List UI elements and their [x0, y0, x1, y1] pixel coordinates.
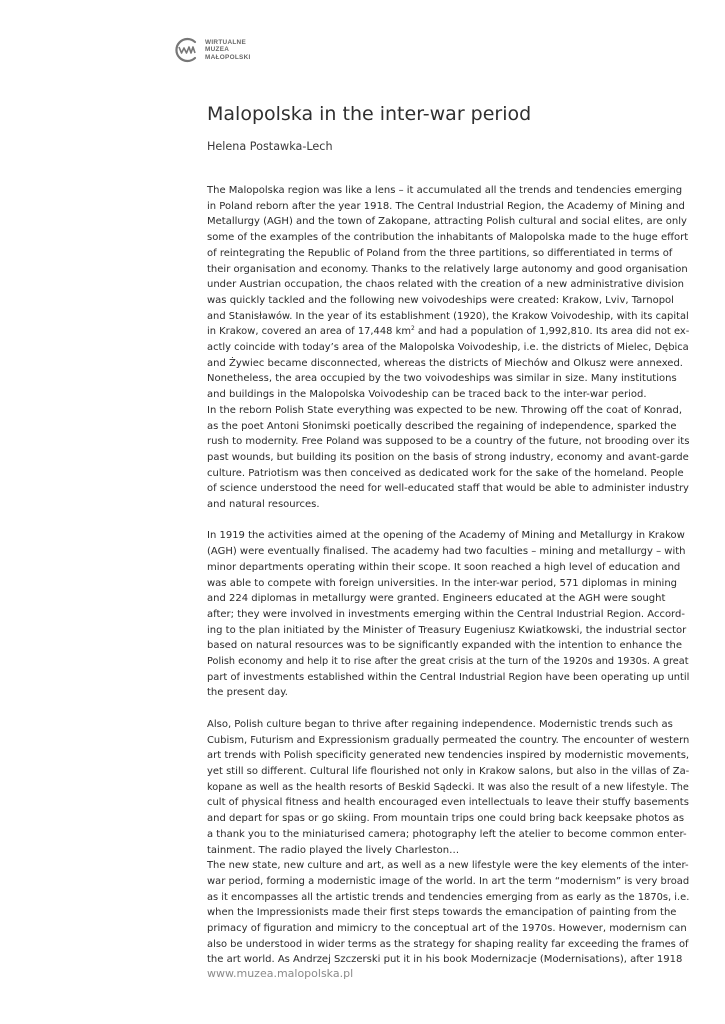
text-line: the art world. As Andrzej Szczerski put it in his book Modernizacje (Modernisations), after 1918 — [207, 954, 683, 966]
text-line: war period, forming a modernistic image of the world. In art the term “modernism” is very broad — [207, 875, 690, 887]
text-line: some of the examples of the contribution the inhabitants of Malopolska made to the huge effort — [207, 232, 689, 244]
text-line: ing to the plan initiated by the Minister of Treasury Eugeniusz Kwiatkowski, the industrial sector — [207, 624, 687, 636]
museum-logo[interactable] — [173, 36, 251, 64]
text-line: In 1919 the activities aimed at the opening of the Academy of Mining and Metallurgy in Krakow — [207, 530, 685, 542]
article-body — [207, 183, 690, 968]
text-line: and 224 diplomas in metallurgy were granted. Engineers educated at the AGH were sought — [207, 593, 666, 605]
text-line: Cubism, Futurism and Expressionism gradually permeated the country. The encounter of western — [207, 734, 690, 746]
text-line: rush to modernity. Free Poland was supposed to be a country of the future, not brooding over its — [207, 436, 690, 448]
text-line: primacy of figuration and mimicry to the conceptual art of the 1970s. However, modernism can — [207, 923, 687, 935]
paragraph-3 — [207, 717, 690, 968]
text-line: actly coincide with today’s area of the Malopolska Voivodeship, i.e. the districts of Mielec, Dębica — [207, 342, 689, 354]
text-line: after; they were involved in investments emerging within the Central Industrial Region. Accord- — [207, 608, 685, 620]
text-line: based on natural resources was to be significantly expanded with the intention to enhance the — [207, 640, 682, 652]
text-line: in Poland reborn after the year 1918. The Central Industrial Region, the Academy of Mining and — [207, 200, 685, 212]
text-line: tainment. The radio played the lively Charleston… — [207, 844, 460, 856]
text-line — [207, 324, 690, 340]
text-line: and Stanisławów. In the year of its establishment (1920), the Krakow Voivodeship, with its capital — [207, 310, 689, 322]
text-line: also be understood in wider terms as the strategy for shaping reality far exceeding the frames of — [207, 938, 689, 950]
text-segment: in Krakow, covered an area of 17,448 km — [207, 326, 411, 338]
text-line: was quickly tackled and the following new voivodeships were created: Krakow, Lviv, Tarnopol — [207, 294, 674, 306]
text-line: cult of physical fitness and health encouraged even intellectuals to leave their stuffy basements — [207, 797, 689, 809]
logo-wordmark — [205, 39, 251, 61]
text-line: In the reborn Polish State everything was expected to be new. Throwing off the coat of Konrad, — [207, 404, 683, 416]
text-line: The Malopolska region was like a lens – it accumulated all the trends and tendencies emerging — [207, 185, 683, 196]
text-line: as it encompasses all the artistic trends and tendencies emerging from as early as the 1870s, i.e. — [207, 891, 690, 903]
logo-line-1: WIRTUALNE — [205, 38, 247, 46]
text-line: (AGH) were eventually finalised. The academy had two faculties – mining and metallurgy – with — [207, 546, 686, 558]
text-line: a thank you to the miniaturised camera; photography left the atelier to become common enter- — [207, 828, 687, 840]
text-line: of reintegrating the Republic of Poland from the three partitions, so differentiated in terms of — [207, 247, 673, 259]
text-line: and depart for spas or go skiing. From mountain trips one could bring back keepsake photos as — [207, 813, 685, 825]
text-line: was able to compete with foreign universities. In the inter-war period, 571 diplomas in mining — [207, 577, 678, 589]
text-line: The new state, new culture and art, as well as a new lifestyle were the key elements of the inter- — [207, 860, 689, 872]
text-line: part of investments established within the Central Industrial Region have been operating up until — [207, 671, 690, 683]
paragraph-2 — [207, 528, 690, 701]
text-line: and Żywiec became disconnected, whereas the districts of Miechów and Olkusz were annexed. — [207, 357, 683, 369]
text-segment: and had a population of 1,992,810. Its area did not ex- — [414, 326, 690, 338]
text-line: art trends with Polish specificity generated new tendencies inspired by modernistic movements, — [207, 750, 690, 762]
text-line: their organisation and economy. Thanks to the relatively large autonomy and good organisation — [207, 263, 688, 275]
text-line: and buildings in the Malopolska Voivodeship can be traced back to the inter-war period. — [207, 389, 647, 401]
text-line: under Austrian occupation, the chaos related with the creation of a new administrative division — [207, 279, 685, 291]
text-line: past wounds, but building its position on the basis of strong industry, economy and avant-garde — [207, 451, 689, 463]
author-name: Helena Postawka-Lech — [207, 140, 333, 153]
logo-line-2: MUZEA — [205, 46, 230, 54]
superscript: 2 — [410, 325, 415, 333]
text-line: Polish economy and help it to rise after the great crisis at the turn of the 1920s and 1930s. A great — [207, 656, 689, 668]
text-line: minor departments operating within their scope. It soon reached a high level of education and — [207, 561, 681, 573]
wmm-logo-icon — [173, 36, 201, 64]
footer-website-link[interactable]: www.muzea.malopolska.pl — [207, 967, 354, 980]
page-title: Malopolska in the inter-war period — [207, 103, 532, 125]
logo-line-3: MAŁOPOLSKI — [205, 53, 251, 61]
text-line: Metallurgy (AGH) and the town of Zakopane, attracting Polish cultural and social elites, are only — [207, 216, 687, 228]
text-line: yet still so different. Cultural life flourished not only in Krakow salons, but also in the villas of Za- — [207, 765, 690, 777]
text-line: Also, Polish culture began to thrive after regaining independence. Modernistic trends such as — [207, 718, 673, 730]
text-line: Nonetheless, the area occupied by the two voivodeships was similar in size. Many institutions — [207, 373, 677, 385]
text-line: culture. Patriotism was then conceived as dedicated work for the sake of the homeland. People — [207, 467, 684, 479]
text-line: kopane as well as the health resorts of Beskid Sądecki. It was also the result of a new lifestyle. The — [207, 781, 689, 793]
text-line: as the poet Antoni Słonimski poetically described the regaining of independence, sparked the — [207, 420, 677, 432]
text-line: when the Impressionists made their first steps towards the emancipation of painting from the — [207, 907, 677, 919]
text-line: and natural resources. — [207, 499, 320, 511]
text-line: the present day. — [207, 687, 288, 699]
text-line: of science understood the need for well-educated staff that would be able to administer industry — [207, 483, 689, 495]
paragraph-1 — [207, 183, 690, 513]
